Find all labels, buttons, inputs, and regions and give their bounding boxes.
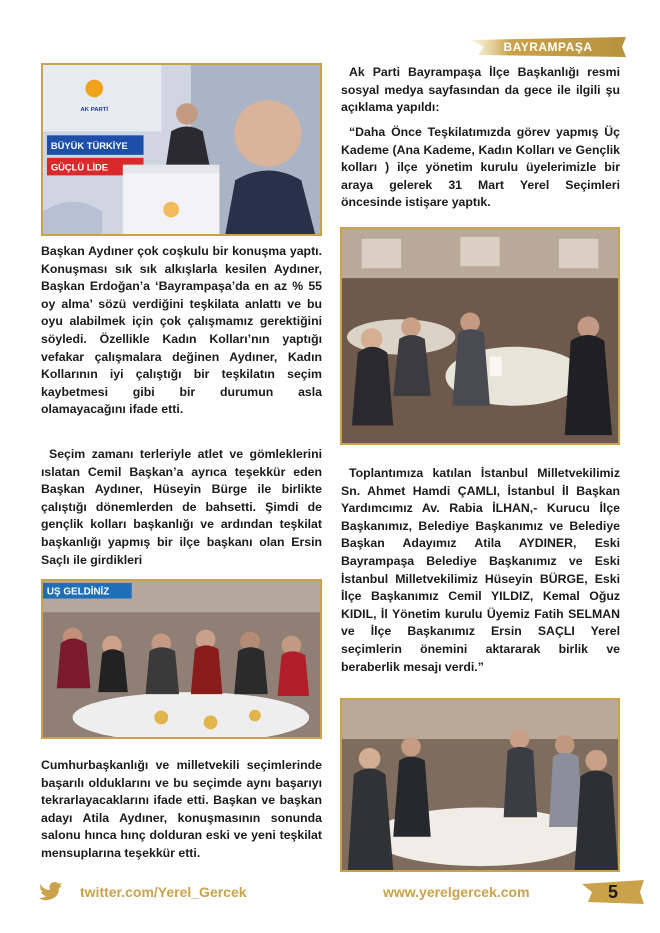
section-banner <box>470 37 626 57</box>
left-paragraph-1: Başkan Aydıner çok coşkulu bir konuşma yaptı. Konuşması sık sık alkışlarla kesilen Aydıner, Başkan Erdoğan’a ‘Bayrampaşa’da en az % 55 oy alma’ sözü verdiğini teşkilata anlattı ve bu oyu alabilmek için çok çalışmamız gerektiğini söyledi. Özellikle Kadın Kolları’nın yaptığı vefakar çalışmalara değinen Aydıner, Kadın Kollarının iyi çalıştığı bir teşkilatın seçim kaybetmesi gibi bir durumun asla olamayacağını ifade etti. <box>41 244 322 417</box>
right-quote-1: “Daha Önce Teşkilatımızda görev yapmış Üç Kademe (Ana Kademe, Kadın Kolları ve Gençlik kolları ) ilçe yönetim kurulu üyelerimizle bir araya gelerek 31 Mart Yerel Seçimleri öncesinde istişare yaptık. <box>341 125 620 210</box>
website-link[interactable]: www.yerelgercek.com <box>383 884 530 900</box>
right-quote-2: Toplantımıza katılan İstanbul Milletvekilimiz Sn. Ahmet Hamdi ÇAMLI, İstanbul İl Başkan Yardımcımız Av. Rabia İLHAN,- Kurucu İlçe Başkanımız, Belediye Başkanımız ve Belediye Başkan Adayımız Atila AYDINER, Eski Bayrampaşa Belediye Başkanımız ve Eski İstanbul Milletvekilimiz Hüseyin BÜRGE, Eski İlçe Başkanımız Cemil YILDIZ, Kemal Oğuz KIDIL, İl Yönetim kurulu Üyemiz Fatih SELMAN ve İlçe Başkanımız Ersin SAÇLI Yerel seçimlerin önemini aktararak birlik ve beraberlik mesajı verdi.” <box>341 466 620 674</box>
photo-men-table <box>340 698 620 872</box>
right-intro: Ak Parti Bayrampaşa İlçe Başkanlığı resmi sosyal medya sayfasından da gece ile ilgili şu açıklama yapıldı: <box>341 65 620 115</box>
ak-parti-logo-text: AK PARTİ <box>80 106 108 113</box>
page-number-badge <box>582 880 644 904</box>
photo-welcome-banner: UŞ GELDİNİZ <box>46 586 110 598</box>
photo-banner-line1: BÜYÜK TÜRKİYE <box>50 141 128 152</box>
twitter-handle-link[interactable]: twitter.com/Yerel_Gercek <box>80 884 247 900</box>
photo-womens-branch <box>41 579 322 739</box>
photo-speaker <box>41 63 322 236</box>
photo-banquet-hall <box>340 227 620 445</box>
photo-banner-line2: GÜÇLÜ LİDE <box>50 162 109 173</box>
left-paragraph-2: Seçim zamanı terleriyle atlet ve gömleklerini ıslatan Cemil Başkan’a ayrıca teşekkür eden Başkan Aydıner, Hüseyin Bürge ile birlikte çalıştığı dönemlerden de bahsetti. Şimdi de gençlik kolları başkanlığı ve ardından teşkilat başkanlığı yapmış bir ilçe başkanı olan Ersin Saçlı ile girdikleri <box>41 447 322 567</box>
section-title: BAYRAMPAŞA <box>503 40 593 54</box>
twitter-bird-icon <box>38 880 62 902</box>
left-paragraph-3: Cumhurbaşkanlığı ve milletvekili seçimlerinde başarılı olduklarını ve bu seçimde aynı başarıyı tekrarlayacaklarını ifade etti. Başkan ve başkan adayı Atila Aydıner, konuşmasının sonunda salonu hınca hınç dolduran eski ve yeni teşkilat mensuplarına teşekkür etti. <box>41 758 322 860</box>
page-number: 5 <box>607 882 618 902</box>
